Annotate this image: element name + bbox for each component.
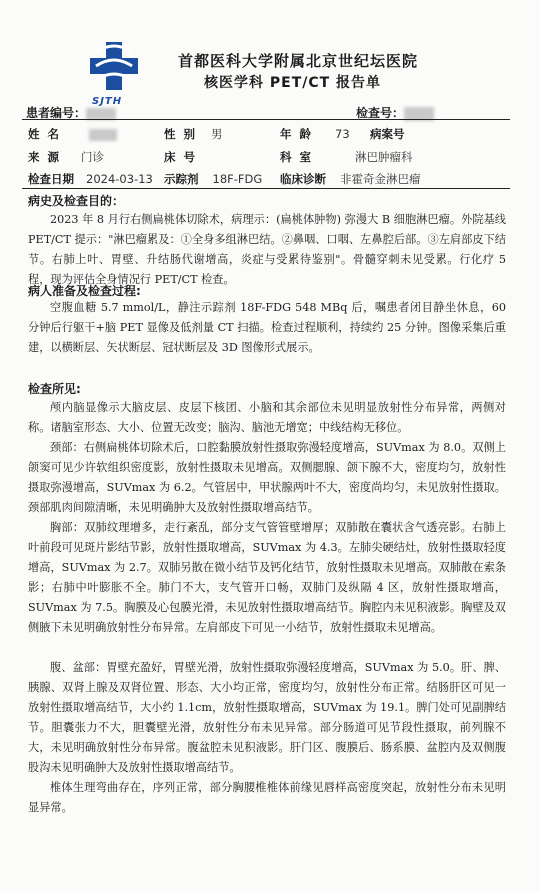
report-title: 核医学科 PET/CT 报告单 — [204, 75, 382, 91]
findings-brain: 颅内脑显像示大脑皮层、皮层下核团、小脑和其余部位未见明显放射性分布异常，两侧对称。诸脑室形态、大小、位置无改变；脑沟、脑池无增宽；中线结构无移位。 — [28, 401, 506, 434]
bed-field: 床 号 — [164, 150, 198, 164]
hospital-logo — [86, 38, 142, 94]
prep-heading: 病人准备及检查过程: — [28, 284, 141, 298]
exam-no-label: 检查号： — [356, 106, 405, 120]
findings-spine: 椎体生理弯曲存在，序列正常，部分胸腰椎椎体前缘见唇样高密度突起，放射性分布未见明显异常。 — [28, 781, 506, 814]
name-field: 姓 名 — [28, 126, 117, 142]
source-field: 来 源 门诊 — [28, 150, 105, 164]
findings-heading: 检查所见: — [28, 382, 81, 396]
patient-no-label: 患者编号： — [26, 106, 87, 120]
age-field: 年 龄 73 — [280, 127, 350, 141]
department-field: 科 室 淋巴肿瘤科 — [280, 150, 413, 164]
record-field: 病案号 — [370, 127, 405, 141]
prep-text: 空腹血糖 5.7 mmol/L，静注示踪剂 18F-FDG 548 MBq 后，嘱患者闭目静坐休息，60 分钟后行躯干+脑 PET 显像及低剂量 CT 扫描。检查过程顺利，持续约 25 分钟。图像采集后重建，以横断层、矢状断层、冠状断层及 3D 图像形式展示。 — [28, 301, 506, 354]
divider — [22, 119, 510, 120]
history-text: 2023 年 8 月行右侧扁桃体切除术，病理示：(扁桃体肿物) 弥漫大 B 细胞淋巴瘤。外院基线 PET/CT 提示："淋巴瘤累及：①全身多组淋巴结。②鼻咽、口咽、左鼻腔后部。③左肩部皮下结节。右肺上叶、胃壁、升结肠代谢增高，炎症与受累待鉴别"。骨髓穿刺未见受累。行化疗 5 程，现为评估全身情况行 PET/CT 检查。 — [28, 213, 506, 286]
hospital-name: 首都医科大学附属北京世纪坛医院 — [178, 52, 419, 70]
findings-chest: 胸部：双肺纹理增多，走行紊乱，部分支气管管壁增厚；双肺散在囊状含气透亮影。右肺上叶前段可见斑片影结节影，放射性摄取增高，SUVmax 为 4.3。左肺尖硬结灶，放射性摄取轻度增高，SUVmax 为 2.7。双肺另散在微小结节及钙化结节，放射性摄取未见增高。双肺散在索条影；右肺中叶膨胀不全。肺门不大，支气管开口畅，双肺门及纵隔 4 区，放射性摄取增高，SUVmax 为 7.5。胸膜及心包膜光滑，未见放射性摄取增高结节。胸腔内未见积液影。胸壁及双侧腋下未见明确放射性分布异常。左肩部皮下可见一小结节，放射性摄取未见增高。 — [28, 521, 506, 634]
findings-neck: 颈部：右侧扁桃体切除术后，口腔黏膜放射性摄取弥漫轻度增高，SUVmax 为 8.0。双侧上颌窦可见少许软组织密度影，放射性摄取未见增高。双侧腮腺、颌下腺不大，密度均匀，放射性摄取弥漫增高，SUVmax 为 6.2。气管居中，甲状腺两叶不大，密度尚均匀，未见放射性摄取。颈部肌肉间隙清晰，未见明确肿大及放射性摄取增高结节。 — [28, 441, 506, 514]
diagnosis-field: 临床诊断 非霍奇金淋巴瘤 — [280, 172, 421, 186]
sex-field: 性 别 男 — [164, 127, 223, 141]
history-heading: 病史及检查目的： — [28, 194, 125, 208]
logo-text: SJTH — [92, 96, 123, 107]
date-field: 检查日期 2024-03-13 — [28, 172, 153, 186]
findings-abdomen: 腹、盆部：胃壁充盈好，胃壁光滑，放射性摄取弥漫轻度增高，SUVmax 为 5.0。肝、脾、胰腺、双肾上腺及双肾位置、形态、大小均正常，密度均匀，放射性分布正常。结肠肝区可见一放射性摄取增高结节，大小约 1.1cm，放射性摄取增高，SUVmax 为 19.1。脾门处可见副脾结节。胆囊张力不大，胆囊壁光滑，放射性分布未见异常。部分肠道可见节段性摄取，前列腺不大，未见明确放射性分布异常。腹盆腔未见积液影。肝门区、腹膜后、肠系膜、盆腔内及双侧腹股沟未见明确肿大及放射性摄取增高结节。 — [28, 661, 506, 774]
divider — [22, 188, 510, 189]
tracer-field: 示踪剂 18F-FDG — [164, 172, 263, 186]
redacted-name — [89, 129, 117, 141]
redacted-patient-no — [86, 108, 116, 120]
